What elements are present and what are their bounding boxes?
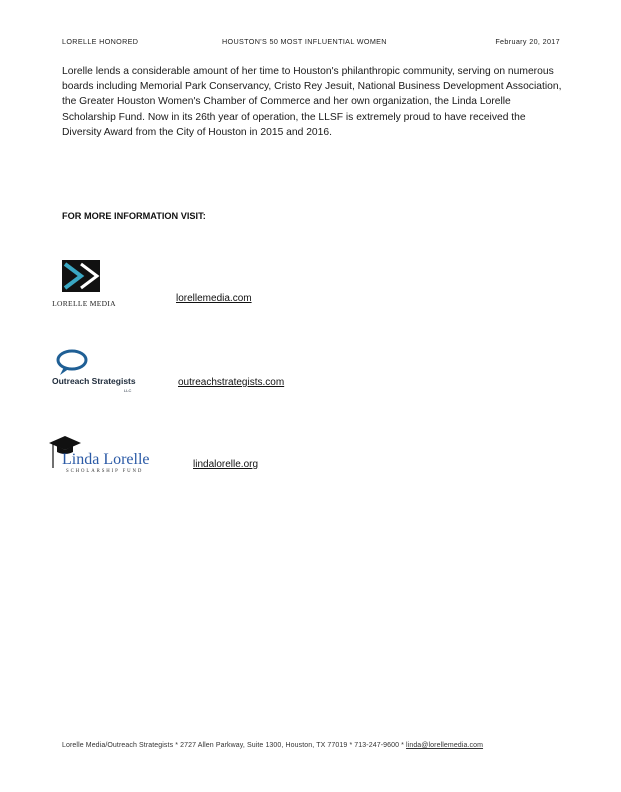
outreach-logo-text: Outreach Strategists: [52, 376, 136, 386]
speech-bubble-icon: [54, 348, 94, 378]
more-info-heading: FOR MORE INFORMATION VISIT:: [62, 211, 206, 221]
footer-contact: [62, 742, 562, 749]
outreachstrategists-link[interactable]: outreachstrategists.com: [178, 377, 285, 388]
body-paragraph: Lorelle lends a considerable amount of her time to Houston's philanthropic community, serving on numerous boards including Memorial Park Conservancy, Cristo Rey Jesuit, National Business Development Association, the Greater Houston Women's Chamber of Commerce and her own organization, the Linda Lorelle Scholarship Fund. Now in its 26th year of operation, the LLSF is extremely proud to have received the Diversity Award from the City of Houston in 2015 and 2016.: [62, 66, 562, 138]
lindalorelle-link[interactable]: lindalorelle.org: [193, 459, 259, 470]
outreach-strategists-logo: [52, 348, 144, 396]
lorelle-media-logo: [48, 258, 120, 310]
outreach-logo-suffix: LLC: [124, 388, 132, 393]
lorellemedia-link[interactable]: lorellemedia.com: [176, 293, 252, 304]
llsf-logo: [48, 434, 178, 476]
footer-email-link[interactable]: linda@lorellemedia.com: [406, 742, 484, 749]
header-date: February 20, 2017: [495, 37, 560, 46]
footer-text: Lorelle Media/Outreach Strategists * 2727 Allen Parkway, Suite 1300, Houston, TX 77019 * 713-247-9600 *: [62, 742, 407, 749]
lorelle-media-logo-text: LORELLE MEDIA: [52, 299, 116, 308]
llsf-logo-text: Linda Lorelle: [62, 451, 150, 468]
header-left: LORELLE HONORED: [62, 37, 139, 46]
header-title: HOUSTON'S 50 MOST INFLUENTIAL WOMEN: [222, 37, 387, 46]
llsf-logo-subtext: SCHOLARSHIP FUND: [66, 469, 144, 474]
